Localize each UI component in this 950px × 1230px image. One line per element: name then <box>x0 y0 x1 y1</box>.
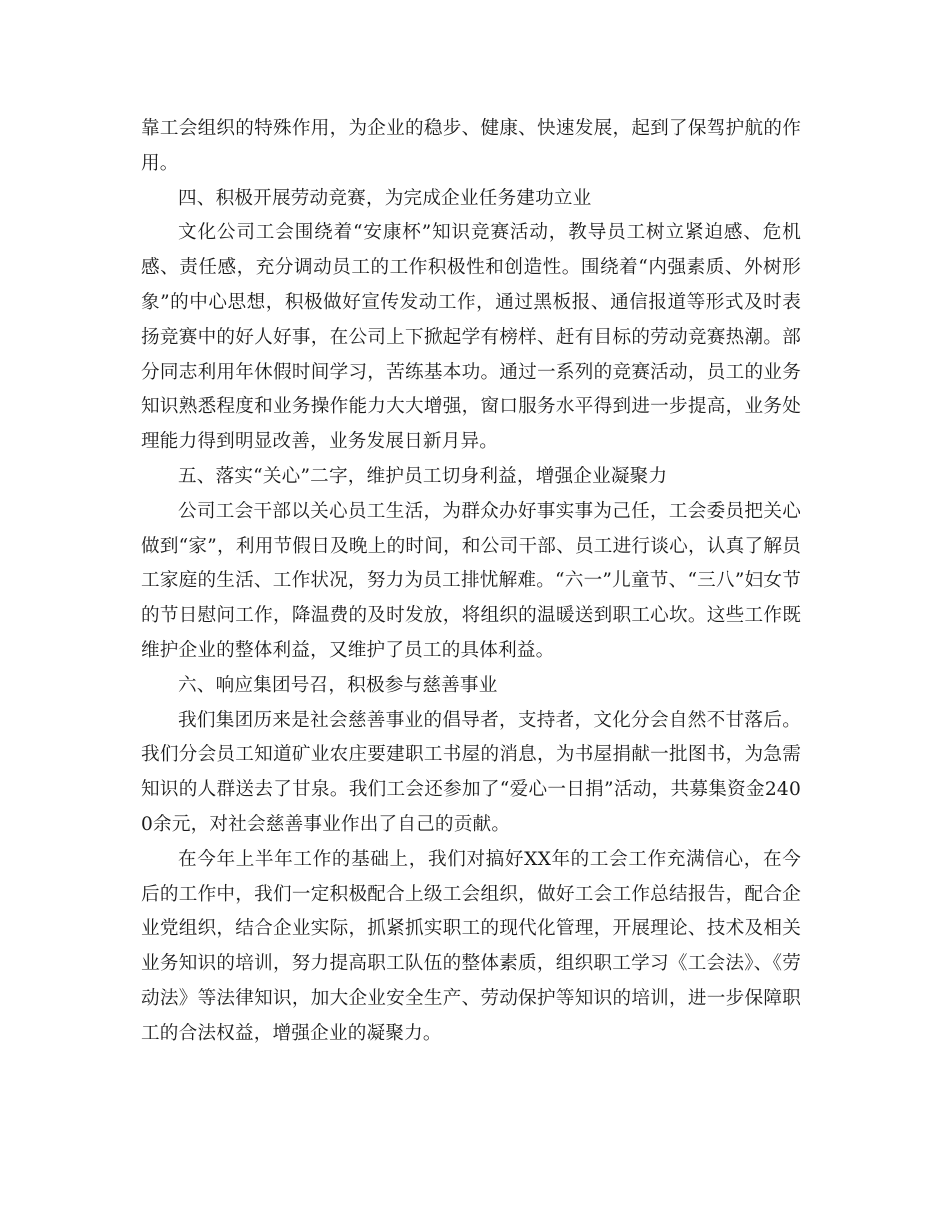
document-body <box>141 112 801 1052</box>
section-heading-4: 四、积极开展劳动竞赛，为完成企业任务建功立业 <box>178 187 592 209</box>
section-heading-6: 六、响应集团号召，积极参与慈善事业 <box>178 674 498 696</box>
paragraph-continuation: 靠工会组织的特殊作用，为企业的稳步、健康、快速发展，起到了保驾护航的作用。 <box>141 118 801 174</box>
paragraph-section-5: 公司工会干部以关心员工生活，为群众办好事实事为己任，工会委员把关心做到“家”，利用节假日及晚上的时间，和公司干部、员工进行谈心，认真了解员工家庭的生活、工作状况，努力为员工排忧解难。“六一”儿童节、“三八”妇女节的节日慰问工作，降温费的及时发放，将组织的温暖送到职工心坎。这些工作既维护企业的整体利益，又维护了员工的具体利益。 <box>141 500 801 661</box>
paragraph-section-6: 我们集团历来是社会慈善事业的倡导者，支持者，文化分会自然不甘落后。我们分会员工知道矿业农庄要建职工书屋的消息，为书屋捐献一批图书，为急需知识的人群送去了甘泉。我们工会还参加了“爱心一日捐”活动，共募集资金2400余元，对社会慈善事业作出了自己的贡献。 <box>141 709 801 835</box>
section-heading-5: 五、落实“关心”二字，维护员工切身利益，增强企业凝聚力 <box>178 465 668 487</box>
paragraph-conclusion: 在今年上半年工作的基础上，我们对搞好XX年的工会工作充满信心，在今后的工作中，我们一定积极配合上级工会组织，做好工会工作总结报告，配合企业党组织，结合企业实际，抓紧抓实职工的现代化管理，开展理论、技术及相关业务知识的培训，努力提高职工队伍的整体素质，组织职工学习《工会法》、《劳动法》等法律知识，加大企业安全生产、劳动保护等知识的培训，进一步保障职工的合法权益，增强企业的凝聚力。 <box>141 848 801 1044</box>
paragraph-section-4: 文化公司工会围绕着“安康杯”知识竞赛活动，教导员工树立紧迫感、危机感、责任感，充分调动员工的工作积极性和创造性。围绕着“内强素质、外树形象”的中心思想，积极做好宣传发动工作，通过黑板报、通信报道等形式及时表扬竞赛中的好人好事，在公司上下掀起学有榜样、赶有目标的劳动竞赛热潮。部分同志利用年休假时间学习，苦练基本功。通过一系列的竞赛活动，员工的业务知识熟悉程度和业务操作能力大大增强，窗口服务水平得到进一步提高，业务处理能力得到明显改善，业务发展日新月异。 <box>141 222 801 453</box>
